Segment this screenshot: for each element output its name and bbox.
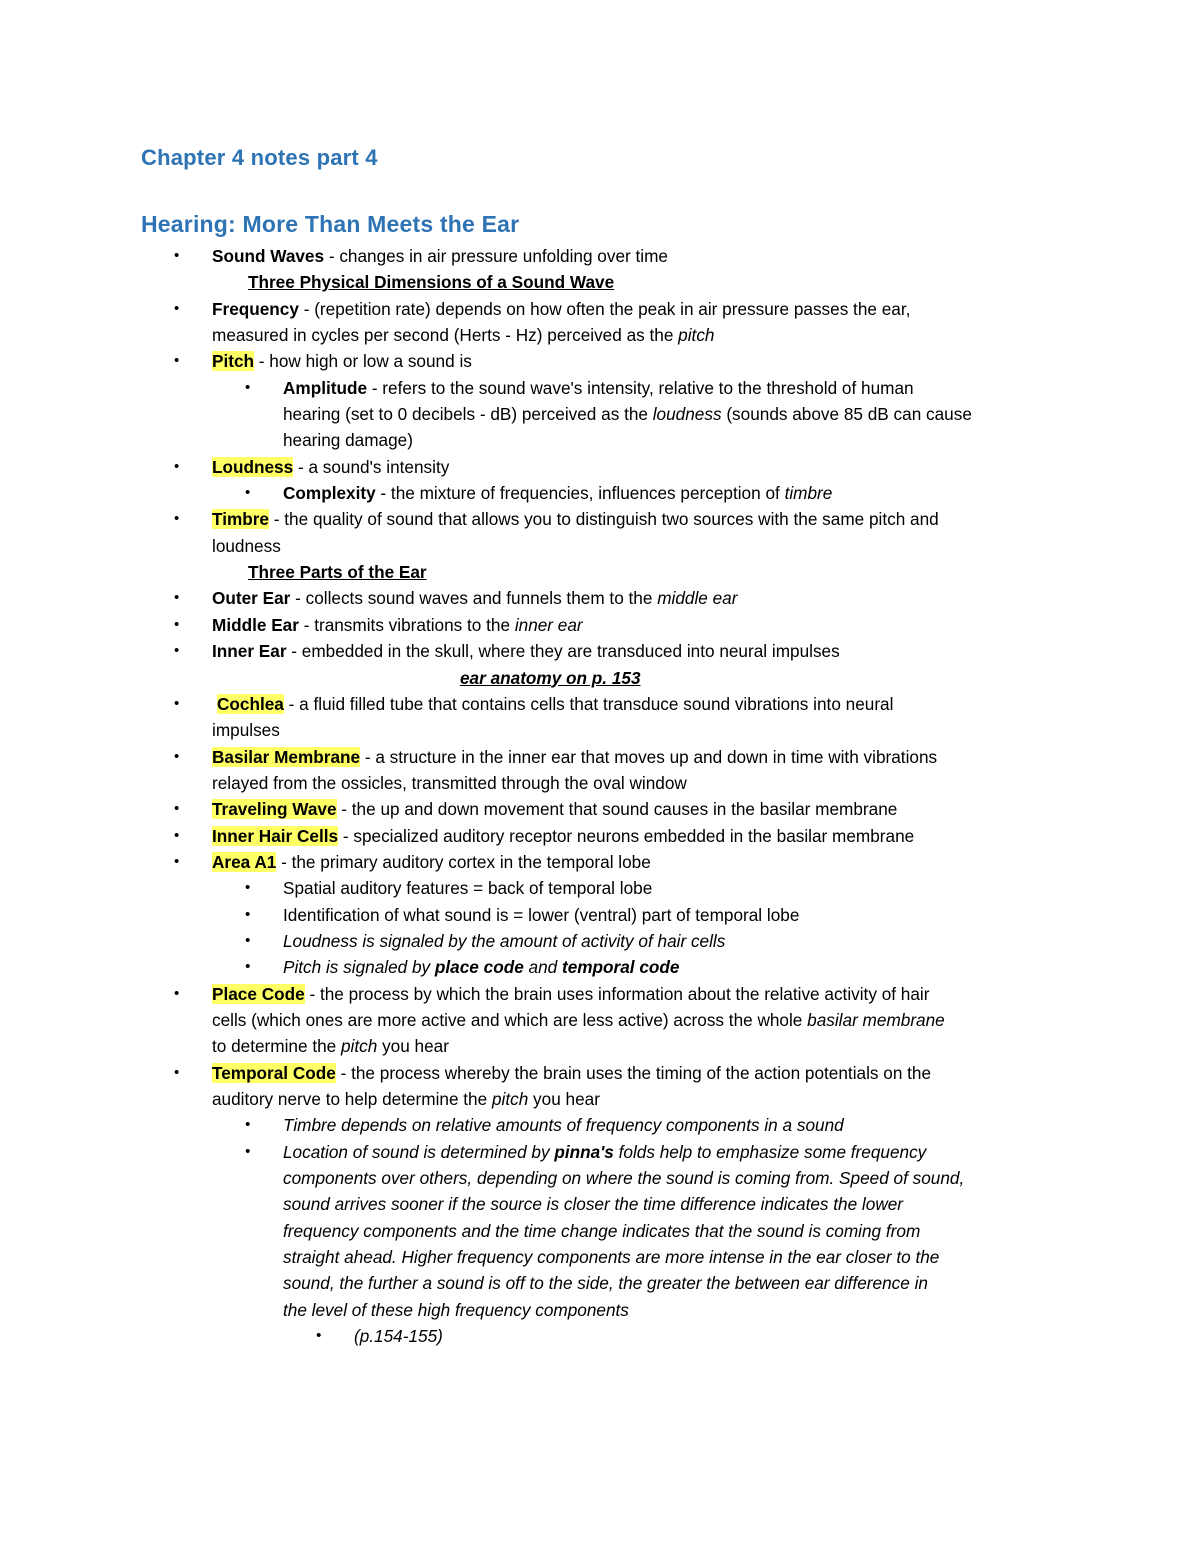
list-item-traveling-wave — [174, 796, 1200, 822]
list-item-location-cont: the level of these high frequency components — [283, 1299, 629, 1320]
definition: - transmits vibrations to the — [298, 614, 515, 635]
list-item-complexity — [245, 480, 1200, 506]
subheading-physical-dimensions: Three Physical Dimensions of a Sound Wave — [248, 272, 615, 293]
bullet-icon: • — [174, 694, 180, 712]
definition: measured in cycles per second (Herts - Hz) perceived as the — [212, 325, 679, 346]
definition: - refers to the sound wave's intensity, relative to the threshold of human — [367, 377, 914, 398]
definition: (p.154-155) — [354, 1326, 443, 1347]
italic-term: pitch — [678, 325, 715, 346]
list-item-a1-loudness — [245, 928, 1200, 954]
bullet-icon: • — [174, 826, 180, 844]
document-title: Chapter 4 notes part 4 — [141, 145, 378, 170]
list-item-a1-spatial — [245, 875, 1200, 901]
highlighted-term: Temporal Code — [212, 1062, 336, 1083]
definition: Timbre depends on relative amounts of frequency components in a sound — [283, 1115, 844, 1136]
definition: cells (which ones are more active and which are less active) across the whole — [212, 1009, 808, 1030]
list-item-frequency — [174, 296, 1200, 322]
definition: Spatial auditory features = back of temporal lobe — [283, 878, 653, 899]
italic-term: timbre — [784, 483, 833, 504]
definition: loudness — [212, 535, 281, 556]
list-item-timbre — [174, 506, 1200, 532]
definition: hearing damage) — [283, 430, 413, 451]
definition: - collects sound waves and funnels them to the — [290, 588, 658, 609]
definition: Identification of what sound is = lower (ventral) part of temporal lobe — [283, 904, 800, 925]
term: Outer Ear — [212, 588, 291, 609]
list-item-place-code-cont2 — [212, 1033, 1200, 1059]
definition: you hear — [377, 1036, 449, 1057]
bold-term: temporal code — [561, 957, 680, 978]
list-item-location-cont: straight ahead. Higher frequency components are more intense in the ear closer to the — [283, 1247, 940, 1268]
definition: auditory nerve to help determine the — [212, 1089, 492, 1109]
bullet-icon: • — [174, 247, 180, 264]
list-item-inner-ear — [174, 638, 1200, 664]
list-item-a1-identification — [245, 902, 1200, 928]
bold-term: place code — [434, 957, 524, 978]
subheading-parts-of-ear: Three Parts of the Ear — [248, 562, 427, 583]
bullet-icon: • — [174, 984, 180, 1002]
definition: - the quality of sound that allows you to distinguish two sources with the same pitch and — [269, 509, 939, 530]
italic-term: pitch — [491, 1089, 529, 1109]
bullet-icon: • — [245, 484, 251, 502]
definition: impulses — [212, 720, 280, 741]
list-item-temporal-code — [174, 1060, 1200, 1086]
bullet-icon: • — [174, 589, 180, 607]
definition: Loudness is signaled by the amount of activity of hair cells — [283, 930, 726, 951]
definition: - specialized auditory receptor neurons embedded in the basilar membrane — [338, 825, 915, 846]
list-item-cochlea-cont — [212, 717, 1200, 743]
list-item-location-cont: sound, the further a sound is off to the side, the greater the between ear difference in — [283, 1273, 928, 1294]
list-item-a1-pitch — [245, 954, 1200, 980]
term: Inner Ear — [212, 641, 287, 662]
definition: hearing (set to 0 decibels - dB) perceived as the — [283, 404, 653, 425]
highlighted-term: Traveling Wave — [212, 799, 337, 820]
definition: - the primary auditory cortex in the temporal lobe — [276, 851, 651, 872]
bullet-icon: • — [245, 879, 251, 897]
definition: relayed from the ossicles, transmitted through the oval window — [212, 772, 687, 793]
definition: you hear — [528, 1089, 600, 1109]
list-item-amplitude — [245, 375, 1200, 401]
definition: - (repetition rate) depends on how often the peak in air pressure passes the ear, — [298, 298, 911, 319]
definition: Location of sound is determined by — [283, 1141, 555, 1162]
list-item-temporal-code-cont — [212, 1086, 1200, 1112]
bullet-icon: • — [174, 352, 180, 370]
term: Amplitude — [283, 377, 368, 398]
highlighted-term: Area A1 — [212, 851, 277, 872]
highlighted-term: Inner Hair Cells — [212, 825, 339, 846]
italic-term: loudness — [652, 404, 722, 425]
list-item-location-cont: frequency components and the time change indicates that the sound is coming from — [283, 1220, 921, 1241]
term: Sound Waves — [212, 246, 325, 266]
list-item-location — [245, 1139, 1200, 1165]
bullet-icon: • — [174, 852, 180, 870]
bullet-icon: • — [316, 1327, 322, 1345]
list-item-amplitude-cont — [283, 401, 1200, 427]
list-item-frequency-cont — [212, 322, 1200, 348]
bullet-icon: • — [174, 800, 180, 818]
definition: - how high or low a sound is — [254, 351, 472, 372]
definition: - a sound's intensity — [293, 456, 450, 477]
anatomy-reference: ear anatomy on p. 153 — [460, 667, 641, 688]
list-item-outer-ear — [174, 585, 1200, 611]
list-item-pitch — [174, 348, 1200, 374]
list-item-location-cont: sound arrives sooner if the source is closer the time difference indicates the lower — [283, 1194, 904, 1215]
list-item-timbre-cont — [212, 533, 1200, 559]
highlighted-term: Loudness — [212, 456, 294, 477]
definition: Pitch is signaled by — [283, 957, 435, 978]
list-item-hair-cells — [174, 823, 1200, 849]
definition: - the up and down movement that sound causes in the basilar membrane — [336, 799, 898, 820]
list-item-place-code — [174, 981, 1200, 1007]
list-item-middle-ear — [174, 612, 1200, 638]
term: Frequency — [212, 298, 299, 319]
list-item-area-a1 — [174, 849, 1200, 875]
list-item-location-cont: components over others, depending on where the sound is coming from. Speed of sound, — [283, 1168, 965, 1189]
list-item-page-ref — [316, 1323, 1200, 1349]
bullet-icon: • — [245, 958, 251, 976]
bold-term: pinna's — [554, 1141, 614, 1162]
list-item-loudness — [174, 454, 1200, 480]
list-item-cochlea — [174, 691, 1200, 717]
highlighted-term: Timbre — [212, 509, 269, 530]
italic-term: inner ear — [514, 614, 583, 635]
definition: folds help to emphasize some frequency — [613, 1141, 927, 1162]
term: Middle Ear — [212, 614, 299, 635]
bullet-icon: • — [245, 1142, 251, 1160]
list-item-basilar-cont — [212, 770, 1200, 796]
bullet-icon: • — [245, 378, 251, 396]
bullet-icon: • — [174, 510, 180, 528]
term: Complexity — [283, 483, 376, 504]
italic-term: pitch — [340, 1036, 378, 1057]
bullet-icon: • — [174, 615, 180, 633]
bullet-icon: • — [174, 642, 180, 660]
bullet-icon: • — [174, 747, 180, 765]
bullet-icon: • — [245, 905, 251, 923]
bullet-icon: • — [174, 299, 180, 317]
highlighted-term: Pitch — [212, 351, 255, 372]
definition: - changes in air pressure unfolding over time — [324, 246, 668, 266]
highlighted-term: Cochlea — [217, 693, 284, 714]
highlighted-term: Place Code — [212, 983, 305, 1004]
list-item-timbre-depends — [245, 1112, 1200, 1138]
italic-term: middle ear — [657, 588, 738, 609]
definition: to determine the — [212, 1036, 341, 1057]
list-item-basilar — [174, 744, 1200, 770]
bullet-icon: • — [174, 1063, 180, 1081]
bullet-icon: • — [245, 931, 251, 949]
list-item-amplitude-cont2 — [283, 427, 1200, 453]
definition: and — [523, 957, 562, 978]
definition: - a structure in the inner ear that moves up and down in time with vibrations — [360, 746, 938, 767]
notes-body — [0, 243, 1200, 1349]
highlighted-term: Basilar Membrane — [212, 746, 361, 767]
definition: - the process whereby the brain uses the timing of the action potentials on the — [335, 1062, 932, 1083]
section-heading: Hearing: More Than Meets the Ear — [141, 211, 520, 237]
definition: - the mixture of frequencies, influences perception of — [375, 483, 785, 504]
definition: - embedded in the skull, where they are transduced into neural impulses — [286, 641, 840, 662]
definition: (sounds above 85 dB can cause — [721, 404, 972, 425]
list-item-sound-waves — [174, 243, 1200, 269]
italic-term: basilar membrane — [807, 1009, 945, 1030]
bullet-icon: • — [174, 457, 180, 475]
bullet-icon: • — [245, 1116, 251, 1134]
definition: - a fluid filled tube that contains cells that transduce sound vibrations into neural — [283, 693, 894, 714]
list-item-place-code-cont — [212, 1007, 1200, 1033]
definition: - the process by which the brain uses information about the relative activity of hair — [304, 983, 930, 1004]
